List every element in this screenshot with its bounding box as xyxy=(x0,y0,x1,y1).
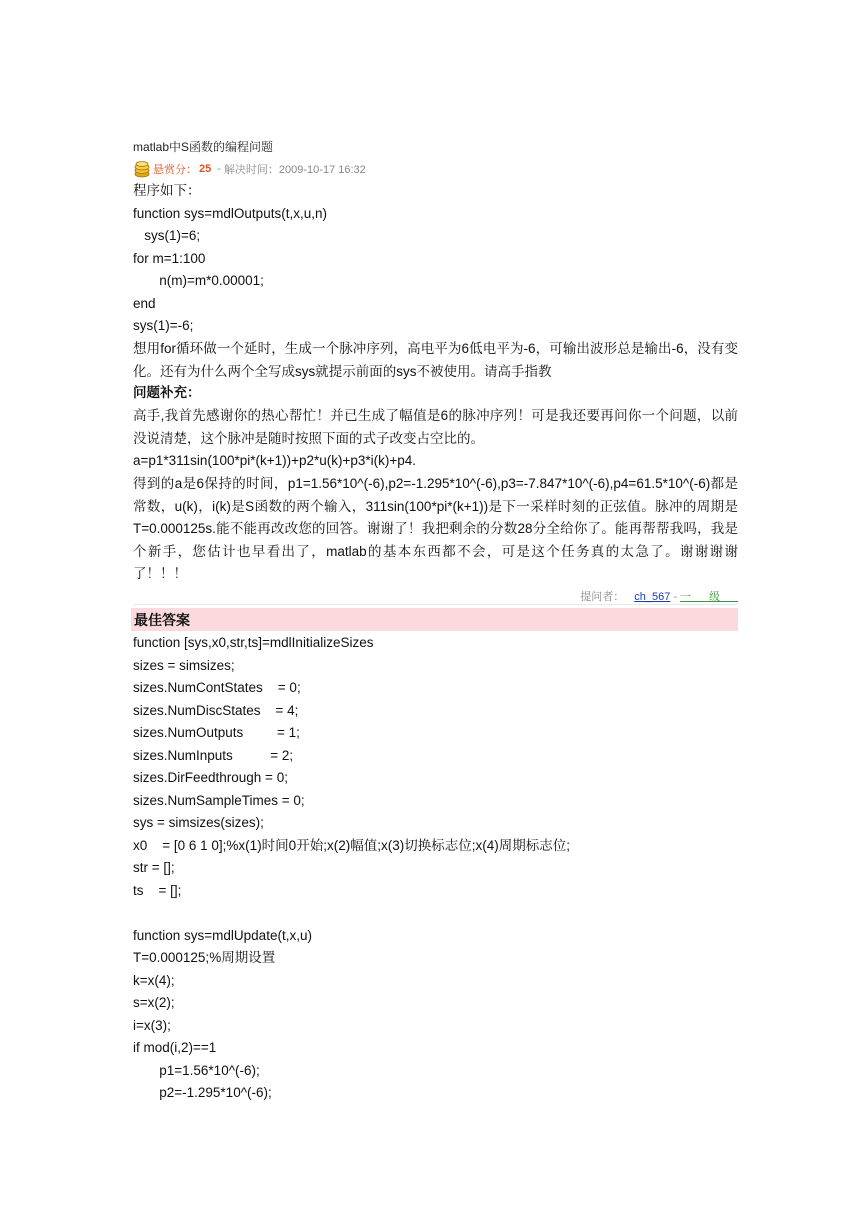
asker-level-link[interactable]: 一级 xyxy=(680,591,738,603)
answer-code-line: if mod(i,2)==1 xyxy=(133,1040,217,1055)
question-title: matlab中S函数的编程问题 xyxy=(133,140,274,154)
supplement-paragraph-2: 得到的a是6保持的时间，p1=1.56*10^(-6),p2=-1.295*10^(-6),p3=-7.847*10^(-6),p4=61.5*10^(-6)都是常数，u(k)，i(k)是S函数的两个输入，311sin(100*pi*(k+1))是下一采样时刻的正弦值。脉冲的周期是T=0.000125s.能不能再改改您的回答。谢谢了！我把剩余的分数28分全给你了。能再帮帮我吗，我是个新手，您估计也早看出了，matlab的基本东西都不会，可是这个任务真的太急了。谢谢谢谢了！！！ xyxy=(133,476,738,581)
meta-separator: - xyxy=(217,163,221,175)
question-meta xyxy=(133,158,366,180)
question-code-line: 程序如下： xyxy=(133,183,201,198)
asker-info xyxy=(133,588,738,605)
answer-code-line: sizes.NumDiscStates = 4; xyxy=(133,703,299,718)
solved-time: 解决时间：2009-10-17 16:32 xyxy=(223,164,366,176)
asker-name-link[interactable]: ch_567 xyxy=(634,591,671,603)
question-code-line: n(m)=m*0.00001; xyxy=(133,273,264,288)
answer-code-line: T=0.000125;%周期设置 xyxy=(133,950,276,965)
supplement-paragraph-1: 高手,我首先感谢你的热心帮忙！并已生成了幅值是6的脉冲序列！可是我还要再问你一个问题，以前没说清楚，这个脉冲是随时按照下面的式子改变占空比的。 xyxy=(133,408,738,446)
answer-code-line: sizes.DirFeedthrough = 0; xyxy=(133,770,288,785)
answer-code-line: s=x(2); xyxy=(133,995,175,1010)
reward-label: 悬赏分： xyxy=(153,164,197,176)
question-description: 想用for循环做一个延时，生成一个脉冲序列，高电平为6低电平为-6，可输出波形总是输出-6，没有变化。还有为什么两个全写成sys就提示前面的sys不被使用。请高手指教 xyxy=(133,341,738,379)
question-code-line: sys(1)=6; xyxy=(133,228,201,243)
supplement-formula: a=p1*311sin(100*pi*(k+1))+p2*u(k)+p3*i(k)+p4. xyxy=(133,453,417,468)
reward-value: 25 xyxy=(199,163,212,175)
answer-code-line: str = []; xyxy=(133,860,175,875)
question-code-line: function sys=mdlOutputs(t,x,u,n) xyxy=(133,206,327,221)
answer-code-line: sizes.NumOutputs = 1; xyxy=(133,725,300,740)
question-code-line: for m=1:100 xyxy=(133,251,206,266)
answer-code-line: function sys=mdlUpdate(t,x,u) xyxy=(133,928,312,943)
answer-code-line: x0 = [0 6 1 0];%x(1)时间0开始;x(2)幅值;x(3)切换标志位;x(4)周期标志位; xyxy=(133,838,570,853)
supplement-heading: 问题补充： xyxy=(133,385,201,400)
answer-code-line: sys = simsizes(sizes); xyxy=(133,815,264,830)
answer-code-line: sizes = simsizes; xyxy=(133,658,235,673)
question-code-line: end xyxy=(133,296,156,311)
answer-code-line: i=x(3); xyxy=(133,1018,171,1033)
question-code-line: sys(1)=-6; xyxy=(133,318,194,333)
answer-code-line: p2=-1.295*10^(-6); xyxy=(133,1085,272,1100)
asker-separator: - xyxy=(673,591,677,603)
answer-code-line: sizes.NumInputs = 2; xyxy=(133,748,294,763)
asker-label: 提问者： xyxy=(580,591,625,603)
best-answer-heading: 最佳答案 xyxy=(131,608,738,631)
answer-code-line: k=x(4); xyxy=(133,973,175,988)
coins-icon xyxy=(133,160,151,178)
answer-code-line: sizes.NumContStates = 0; xyxy=(133,680,301,695)
answer-code-line: p1=1.56*10^(-6); xyxy=(133,1063,260,1078)
answer-code-line: sizes.NumSampleTimes = 0; xyxy=(133,793,305,808)
answer-code-line: ts = []; xyxy=(133,883,182,898)
answer-code-line: function [sys,x0,str,ts]=mdlInitializeSizes xyxy=(133,635,374,650)
